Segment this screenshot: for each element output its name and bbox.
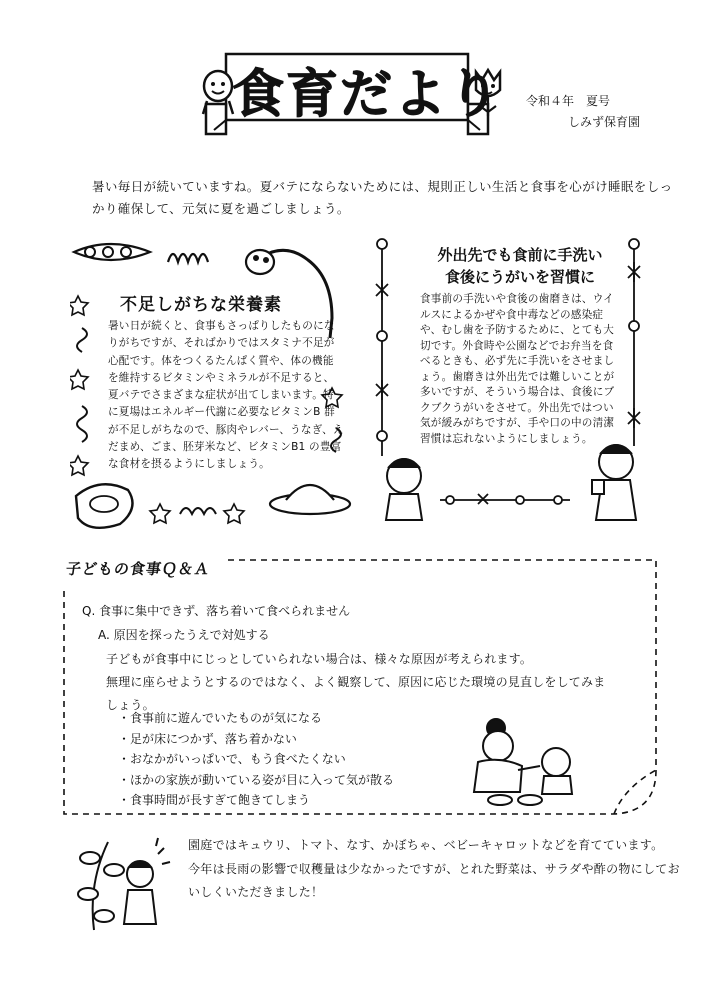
handwash-heading-line2: 食後にうがいを習慣に <box>444 268 595 286</box>
list-item: ・ ほかの家族が動いている姿が目に入って気が散る <box>118 770 394 791</box>
handwash-body: 食事前の手洗いや食後の歯磨きは、ウイルスによるかぜや食中毒などの感染症や、むし歯を予防するために、とても大切です。外食時や公園などでお弁当を食べるときも、必ず先に手洗いをさせましょう。歯磨きは外出先では難しいことが多いですが、そういう場合は、食後にブクブクうがいをさせて。外出先ではつい気が緩みがちですが、手や口の中の清潔習慣は忘れないようにしましょう。 <box>420 293 615 445</box>
qa-explanation-line2: 無理に座らせようとするのではなく、よく観察して、原因に応じた環境の見直しをしてみましょう。 <box>106 675 606 712</box>
qa-question: Q. 食事に集中できず、落ち着いて食べられません <box>82 604 351 618</box>
garden-line2: 今年は長雨の影響で収穫量は少なかったですが、とれた野菜は、サラダや酢の物にしておいしくいただきました！ <box>188 861 680 899</box>
school-name: しみず保育園 <box>568 115 641 129</box>
harvest-illustration <box>74 834 174 934</box>
list-item: ・ 食事前に遊んでいたものが気になる <box>118 708 394 729</box>
list-item: ・ 足が床につかず、落ち着かない <box>118 729 394 750</box>
garden-line1: 園庭ではキュウリ、トマト、なす、かぼちゃ、ベビーキャロットなどを育てています。 <box>188 838 664 852</box>
qa-explanation <box>106 648 606 717</box>
list-item: ・ おなかがいっぱいで、もう食べたくない <box>118 749 394 770</box>
handwash-heading-line1: 外出先でも食前に手洗い <box>437 246 603 264</box>
qa-reason-list <box>118 708 394 811</box>
page-title: 食育だより <box>232 65 503 125</box>
nutrition-body: 暑い日が続くと、食事もさっぱりしたものになりがちですが、そればかりではスタミナ不足が心配です。体をつくるたんぱく質や、体の機能を維持するビタミンやミネラルが不足すると、夏バテでさまざまな症状が出てしまいます。特に夏場はエネルギー代謝に必要なビタミンB 群が不足しがちなので、豚肉やレバー、うなぎ、えだまめ、ごま、胚芽米など、ビタミンB1 の豊富な食材を摂るようにしましょう。 <box>108 320 344 471</box>
nutrition-heading: 不足しがちな栄養素 <box>120 295 282 315</box>
list-item: ・ 食事時間が長すぎて飽きてしまう <box>118 790 394 811</box>
mother-feeding-child-illustration <box>460 712 580 808</box>
qa-answer: A. 原因を探ったうえで対処する <box>98 628 270 642</box>
qa-title: 子どもの食事Ｑ＆Ａ <box>64 560 212 578</box>
handwash-heading <box>420 244 620 288</box>
intro-paragraph: 暑い毎日が続いていますね。夏バテにならないためには、規則正しい生活と食事を心がけ睡眠をしっかり確保して、元気に夏を過ごしましょう。 <box>92 179 673 216</box>
qa-explanation-line1: 子どもが食事中にじっとしていられない場合は、様々な原因が考えられます。 <box>106 652 533 666</box>
garden-paragraph <box>188 834 688 905</box>
issue-label: 令和４年 夏号 <box>526 94 611 108</box>
